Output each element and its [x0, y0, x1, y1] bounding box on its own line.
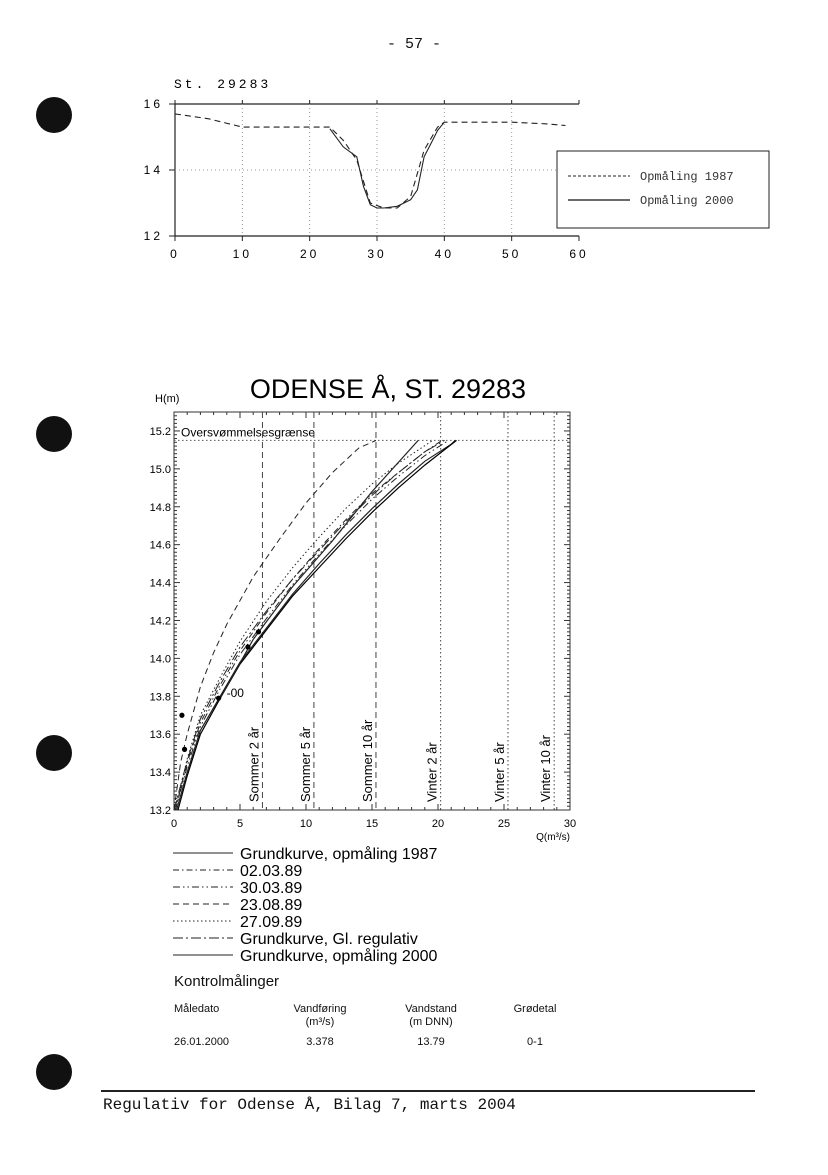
rc-legend-label-5: Grundkurve, Gl. regulativ: [240, 931, 418, 948]
cs-legend-label-2000: Opmåling 2000: [640, 194, 734, 208]
rc-y-tick-label: 15.0: [149, 463, 171, 476]
cs-x-tick-label: 10: [232, 247, 253, 261]
rc-ylabel: H(m): [155, 393, 180, 405]
rc-design-flow-label-2: Sommer 10 år: [359, 719, 375, 802]
cs-y-tick-label: 12: [143, 229, 163, 243]
kontrol-header-vandforing: Vandføring (m³/s): [293, 1003, 347, 1028]
kontrol-header-vandstand: Vandstand (m DNN): [405, 1003, 457, 1028]
rc-x-tick-label: 10: [299, 818, 313, 830]
kontrol-title: Kontrolmålinger: [174, 973, 280, 990]
cs-x-tick-label: 0: [170, 247, 180, 261]
cs-x-tick-label: 40: [434, 247, 455, 261]
rc-series-line-0: [177, 440, 456, 810]
cross-section-chart: [0, 60, 828, 360]
rc-title: ODENSE Å, ST. 29283: [249, 374, 527, 404]
rc-y-tick-label: 13.2: [149, 805, 171, 817]
rc-measure-point-4: [256, 629, 261, 634]
rc-design-flow-label-5: Vinter 10 år: [538, 735, 554, 802]
kontrol-value-vandstand: 13.79: [417, 1036, 445, 1048]
kontrol-value-grodetal: 0-1: [527, 1036, 543, 1048]
rc-legend-label-3: 23.08.89: [240, 897, 303, 914]
rc-legend-label-1: 02.03.89: [240, 863, 303, 880]
page-number: - 57 -: [386, 36, 441, 53]
cs-legend-label-1987: Opmåling 1987: [640, 170, 734, 184]
kontrol-header-grodetal: Grødetal: [513, 1003, 557, 1015]
cs-series-line-0: [175, 114, 566, 208]
rc-y-tick-label: 14.2: [149, 615, 171, 628]
rc-x-tick-label: 0: [170, 818, 178, 830]
rc-y-tick-label: 14.6: [149, 539, 171, 552]
rc-legend-label-0: Grundkurve, opmåling 1987: [240, 846, 438, 863]
rc-legend-label-4: 27.09.89: [240, 914, 303, 931]
rc-xlabel: Q(m³/s): [536, 832, 570, 843]
cs-x-tick-label: 60: [569, 247, 589, 261]
rc-legend-label-6: Grundkurve, opmåling 2000: [240, 948, 438, 965]
rc-point-label: -00: [226, 686, 244, 701]
rc-y-tick-label: 13.8: [149, 691, 171, 704]
kontrol-header-dato: Måledato: [174, 1003, 220, 1015]
footer-rule: [101, 1090, 755, 1092]
rc-x-tick-label: 5: [236, 818, 244, 830]
punch-hole-4: [36, 1054, 72, 1090]
kontrol-value-dato: 26.01.2000: [174, 1036, 230, 1048]
rc-design-flow-label-4: Vinter 5 år: [491, 742, 507, 802]
rc-y-tick-label: 14.8: [149, 501, 171, 514]
cs-y-tick-label: 16: [143, 97, 163, 111]
rc-design-flow-label-1: Sommer 5 år: [297, 726, 313, 802]
rc-y-tick-label: 13.4: [149, 767, 171, 780]
cs-series-line-1: [330, 122, 444, 208]
rc-measure-point-0: [179, 713, 184, 718]
rc-design-flow-label-0: Sommer 2 år: [246, 726, 262, 802]
rc-flood-limit-label: Oversvømmelsesgrænse: [181, 425, 316, 440]
rating-curve-legend: [170, 842, 630, 967]
cs-legend: [557, 151, 769, 228]
rc-measure-point-1: [182, 747, 187, 752]
rc-x-tick-label: 15: [365, 818, 379, 830]
cs-x-tick-label: 50: [501, 247, 522, 261]
cs-y-tick-label: 14: [143, 163, 163, 177]
rc-measure-point-2: [216, 696, 221, 701]
rc-design-flow-label-3: Vinter 2 år: [424, 742, 440, 802]
cs-x-tick-label: 20: [299, 247, 320, 261]
rc-series-line-3: [174, 440, 376, 810]
rc-series-line-6: [178, 440, 457, 810]
rc-y-tick-label: 14.0: [149, 653, 171, 666]
rc-legend-label-2: 30.03.89: [240, 880, 303, 897]
footer-text: Regulativ for Odense Å, Bilag 7, marts 2004: [103, 1096, 516, 1114]
rc-x-tick-label: 30: [563, 818, 577, 830]
rc-y-tick-label: 14.4: [149, 577, 171, 590]
rc-measure-point-3: [245, 644, 250, 649]
rc-y-tick-label: 15.2: [149, 425, 171, 438]
kontrol-value-vandforing: 3.378: [306, 1036, 334, 1048]
rc-series-line-7: [220, 440, 418, 701]
cs-title: St. 29283: [174, 77, 272, 92]
rc-y-tick-label: 13.6: [149, 729, 171, 742]
cs-x-tick-label: 30: [367, 247, 387, 261]
rc-x-tick-label: 20: [431, 818, 445, 830]
rc-x-tick-label: 25: [497, 818, 511, 830]
rating-curve-chart: [0, 370, 828, 843]
